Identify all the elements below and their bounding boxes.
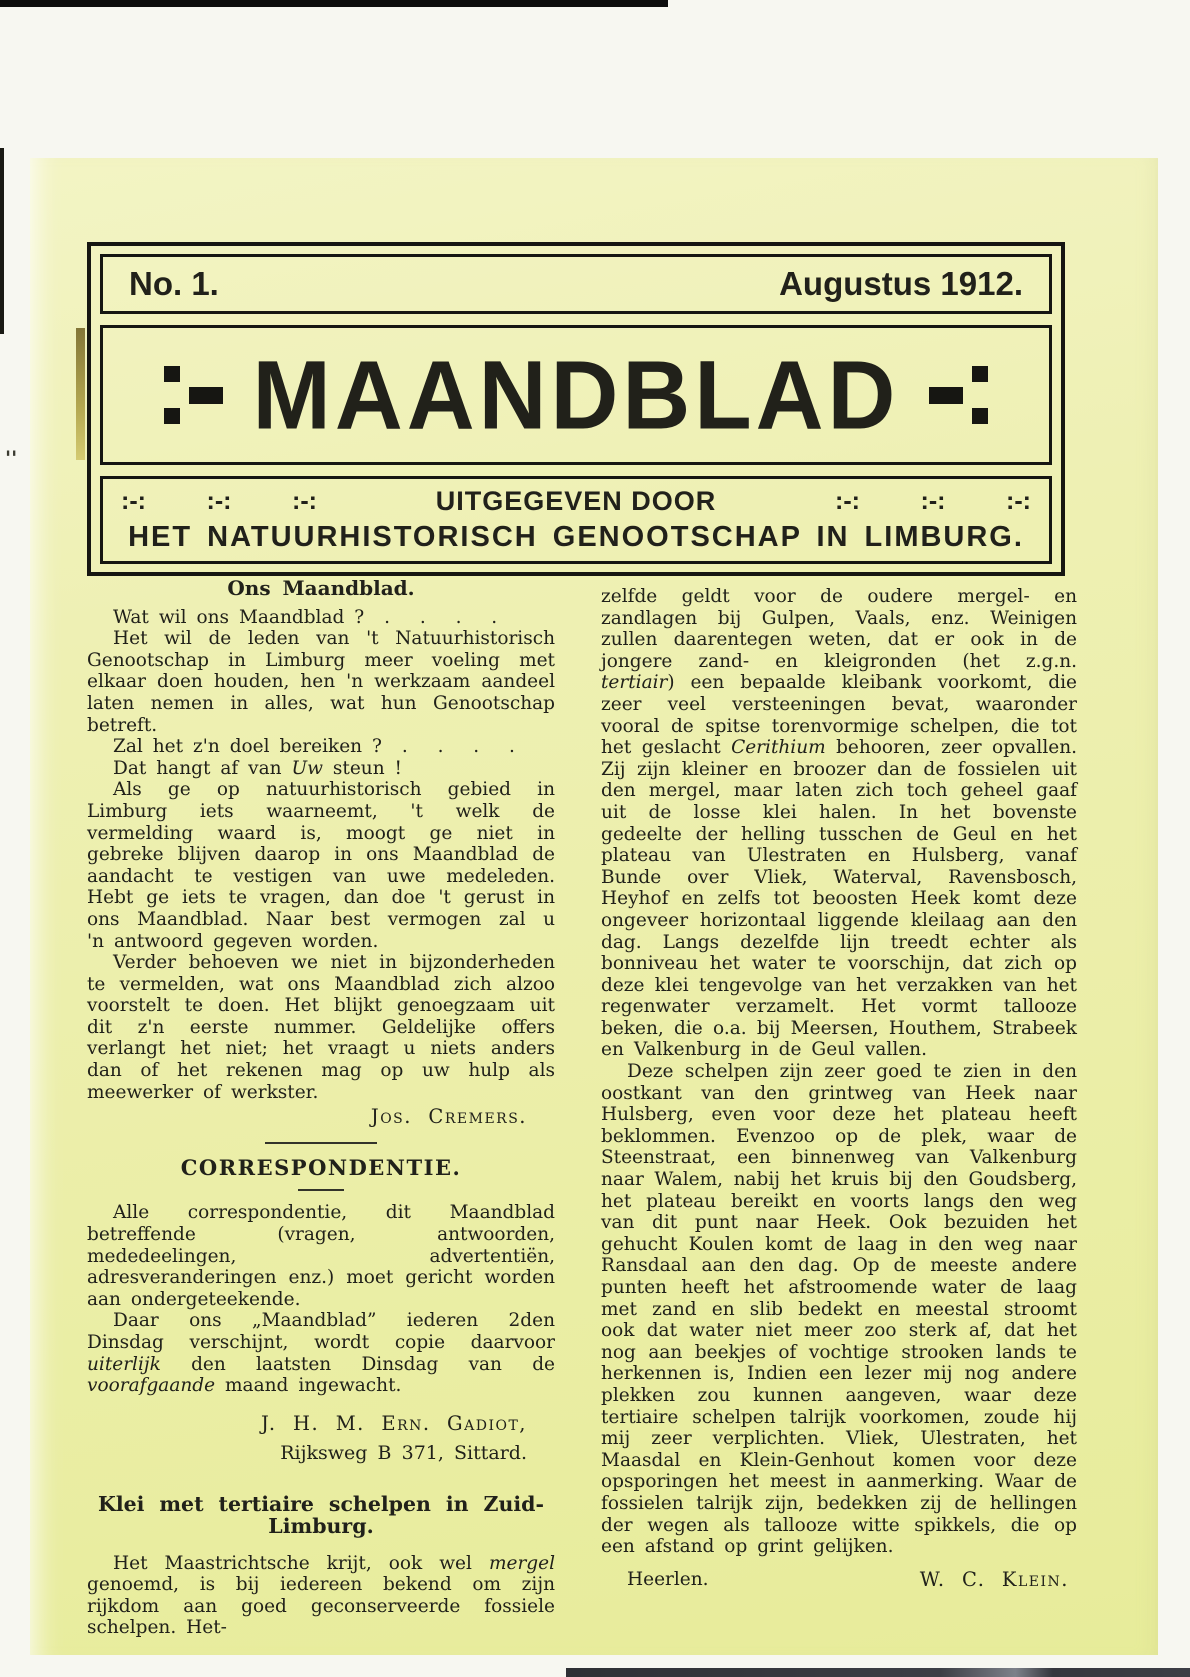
scan-artifact-edge-streak [76,328,85,460]
ornament-group-right [835,487,1031,516]
signature-cremers: Jos. Cremers. [370,1105,527,1129]
colon-squares-icon [972,366,988,424]
paragraph: Het wil de leden van 't Natuurhistorisch Genootschap in Limburg meer voeling met elkaar doen houden, hen 'n werkzaam aandeel laten nemen in alles, wat hun Genootschap betreft. [87,628,555,736]
dash-block-icon [189,387,223,404]
footer-author: W. C. Klein. [919,1567,1069,1591]
article-heading-klei: Klei met tertiaire schelpen in Zuid-Limburg. [98,1492,544,1539]
title-box [100,325,1052,465]
heading-divider [298,1189,344,1191]
left-column [87,578,555,1639]
dash-block-icon [929,387,963,404]
signature-gadiot-name: J. H. M. Ern. Gadiot, [261,1411,527,1435]
issue-box [100,254,1052,314]
issue-date: Augustus 1912. [779,265,1023,302]
right-column [601,586,1077,1590]
publisher-name: HET NATUURHISTORISCH GENOOTSCHAP IN LIMBURG. [128,521,1024,553]
colon-dash-colon-ornament: :-: [121,487,146,515]
publisher-line1 [103,486,1049,517]
masthead-frame [87,242,1065,576]
publisher-box [100,476,1052,564]
paragraph: Verder behoeven we niet in bijzonderheden te vermelden, wat ons Maandblad zich alzoo voorstelt te doen. Het blijkt genoegzaam uit dit z'n eerste nummer. Geldelijke offers verlangt het niet; het vraagt u niets anders dan of het rekenen mag op uw hulp als meewerker of werkster. [87,952,555,1103]
paragraph: Deze schelpen zijn zeer goed te zien in den oostkant van den grintweg van Heek naar Hulsberg, even voor deze het plateau heeft beklommen. Evenzoo op de plek, waar de Steenstraat, een binnenweg van Valkenburg naar Walem, nabij het kruis bij den Goudsberg, het plateau bereikt en voorts langs den weg van dit punt naar Heek. Ook bezuiden het gehucht Koulen komt de laag in den weg naar Ransdaal aan den dag. Op de meeste andere punten heeft het afstroomende water de laag met zand en slib bedekt en meestal stroomt ook dat water niet meer zoo sterk af, dat het nog aan beekjes of vochtige strooken lands te herkennen is, Indien een lezer mij nog andere plekken zou kunnen aangeven, waar deze tertiaire schelpen talrijk voorkomen, zoude hij mij zeer verplichten. Vliek, Ulestraten, het Maasdal en Klein-Genhout komen voor deze opsporingen het meest in aanmerking. Waar de fossielen talrijk zijn, bedekken zij de hellingen der wegen als tallooze witte spikkels, die op een afstand op grint gelijken. [601,1061,1077,1558]
issue-number: No. 1. [129,265,219,302]
signature-block-gadiot [87,1409,555,1469]
paragraph: Als ge op natuurhistorisch gebied in Limburg iets waarneemt, 't welk de vermelding waard is, moogt ge niet in gebreke blijven daarop in ons Maandblad de aandacht te vestigen van uwe medeleden. Hebt ge iets te vragen, dan doe 't gerust in ons Maandblad. Naar best vermogen zal u 'n antwoord gegeven worden. [87,779,555,952]
paragraph: Het Maastrichtsche krijt, ook wel mergel genoemd, is bij iedereen bekend om zijn rijkdom aan goed geconserveerde fossiele schelpen. Het- [87,1552,555,1639]
colon-dash-colon-ornament: :-: [1006,487,1031,515]
paragraph: zelfde geldt voor de oudere mergel- en zandlagen bij Gulpen, Vaals, enz. Weinigen zullen daarentegen weten, dat er ook in de jongere zand- en kleigronden (het z.g.n. tertiair) een bepaalde kleibank voorkomt, die zeer veel versteeningen bevat, waaronder vooral de spitse torenvormige schelpen, die tot het geslacht Cerithium behooren, zeer opvallen. Zij zijn kleiner en broozer dan de fossielen uit den mergel, maar laten zich toch geheel gaaf uit de losse klei halen. In het bovenste gedeelte der helling tusschen de Geul en het plateau van Ulestraten en Hulsberg, vanaf Bunde over Vliek, Waterval, Ravensbosch, Heyhof en zelfs tot beoosten Heek komt deze ongeveer horizontaal liggende kleilaag aan den dag. Langs dezelfde lijn treedt echter als bonniveau het water te voorschijn, dat zich op deze klei tengevolge van het verzakken van het regenwater verzamelt. Het vormt tallooze beken, die o.a. bij Meersen, Houthem, Strabeek en Valkenburg in de Geul vallen. [601,586,1078,1061]
paragraph: Wat wil ons Maandblad ? . . . . [113,606,498,628]
colon-dash-ornament [164,366,223,424]
colon-dash-colon-ornament: :-: [292,487,317,515]
paragraph: Zal het z'n doel bereiken ? . . . . [113,736,515,758]
colon-dash-colon-ornament: :-: [835,487,860,515]
colon-squares-icon [164,366,180,424]
article-footer [601,1569,1077,1591]
signature-gadiot-address: Rijksweg B 371, Sittard. [280,1442,527,1464]
section-divider [265,1142,377,1144]
page-title: MAANDBLAD [252,339,900,450]
scan-artifact-tick: '' [5,446,18,470]
paragraph: Dat hangt af van Uw steun ! [113,757,402,779]
publisher-label: UITGEGEVEN DOOR [435,486,717,516]
colon-dash-colon-ornament: :-: [206,487,232,515]
paragraph: Alle correspondentie, dit Maandblad betreffende (vragen, antwoorden, mededeelingen, advertentiën, adresveranderingen enz.) moet gericht worden aan ondergeteekende. [87,1202,555,1310]
article-heading-correspondentie: CORRESPONDENTIE. [180,1154,462,1180]
scan-artifact-bottom-bar [566,1668,1190,1677]
footer-place: Heerlen. [627,1568,709,1590]
paragraph: Daar ons „Maandblad” iederen 2den Dinsdag verschijnt, wordt copie daarvoor uiterlijk den laatsten Dinsdag van de voorafgaande maand ingewacht. [87,1310,555,1397]
colon-dash-colon-ornament: :-: [920,487,946,515]
ornament-group-left [121,487,317,516]
scan-artifact-left-line [0,148,4,334]
scan-artifact-top-bar [0,0,668,7]
paper-sheet [30,158,1158,1655]
article-heading-ons-maandblad: Ons Maandblad. [227,576,415,600]
dash-colon-ornament [929,366,988,424]
